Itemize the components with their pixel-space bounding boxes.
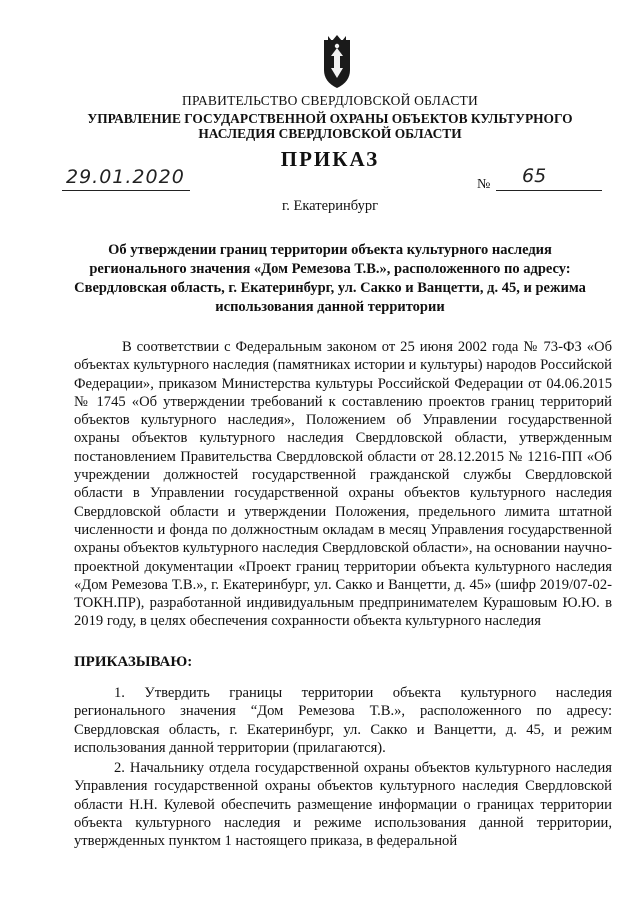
- order-number: 65: [522, 165, 547, 187]
- order-heading: ПРИКАЗЫВАЮ:: [74, 654, 193, 670]
- number-label: №: [477, 177, 491, 192]
- city: г. Екатеринбург: [281, 198, 379, 214]
- number-underline: [496, 190, 602, 191]
- department-name: УПРАВЛЕНИЕ ГОСУДАРСТВЕННОЙ ОХРАНЫ ОБЪЕКТОВ КУЛЬТУРНОГО НАСЛЕДИЯ СВЕРДЛОВСКОЙ ОБЛАСТИ: [87, 111, 573, 141]
- order-item-1: 1. Утвердить границы территории объекта культурного наследия регионального значения “Дом Ремезова Т.В.», расположенного по адресу: Свердловская область, г. Екатеринбург, ул. Сакко и Ванцетти, д. 45, и режим использования данной территории (прилагаются).: [74, 685, 612, 756]
- order-date: 29.01.2020: [66, 166, 185, 188]
- order-subject: Об утверждении границ территории объекта культурного наследия регионального значения «Дом Ремезова Т.В.», расположенного по адресу: Свердловская область, г. Екатеринбург, ул. Сакко и Ванцетти, д. 45, и режима использования данной территории: [74, 242, 586, 315]
- document-type: ПРИКАЗ: [280, 147, 380, 171]
- order-item-2: 2. Начальнику отдела государственной охраны объектов культурного наследия Управления государственной охраны объектов культурного наследия Свердловской области Н.Н. Кулевой обеспечить размещение информации о границах территории объекта культурного наследия и режиме использования данной территории, утвержденных пунктом 1 настоящего приказа, в федеральной: [74, 760, 612, 850]
- preamble-paragraph: В соответствии с Федеральным законом от 25 июня 2002 года № 73-ФЗ «Об объектах культурного наследия (памятниках истории и культуры) народов Российской Федерации», приказом Министерства культуры Российской Федерации от 04.06.2015 № 1745 «Об утверждении требований к составлению проектов границ территорий объектов культурного наследия», Положением об Управлении государственной охраны объектов культурного наследия Свердловской области, утвержденным постановлением Правительства Свердловской области от 28.12.2015 № 1216-ПП «Об учреждении должностей государственной гражданской службы Свердловской области в Управлении государственной охраны объектов культурного наследия Свердловской области и утверждении Положения, предельного лимита штатной численности и фонда по должностным окладам в месяц Управления государственной охраны объектов культурного наследия Свердловской области», на основании научно-проектной документации «Проект границ территории объекта культурного наследия «Дом Ремезова Т.В.», г. Екатеринбург, ул. Сакко и Ванцетти, д. 45» (шифр 2019/07-02-ТОКН.ПР), разработанной индивидуальным предпринимателем Курашовым Ю.Ю. в 2019 году, в целях обеспечения сохранности объекта культурного наследия: [74, 339, 612, 630]
- coat-of-arms-icon: [318, 34, 356, 90]
- government-name: ПРАВИТЕЛЬСТВО СВЕРДЛОВСКОЙ ОБЛАСТИ: [182, 93, 478, 108]
- date-underline: [62, 190, 190, 191]
